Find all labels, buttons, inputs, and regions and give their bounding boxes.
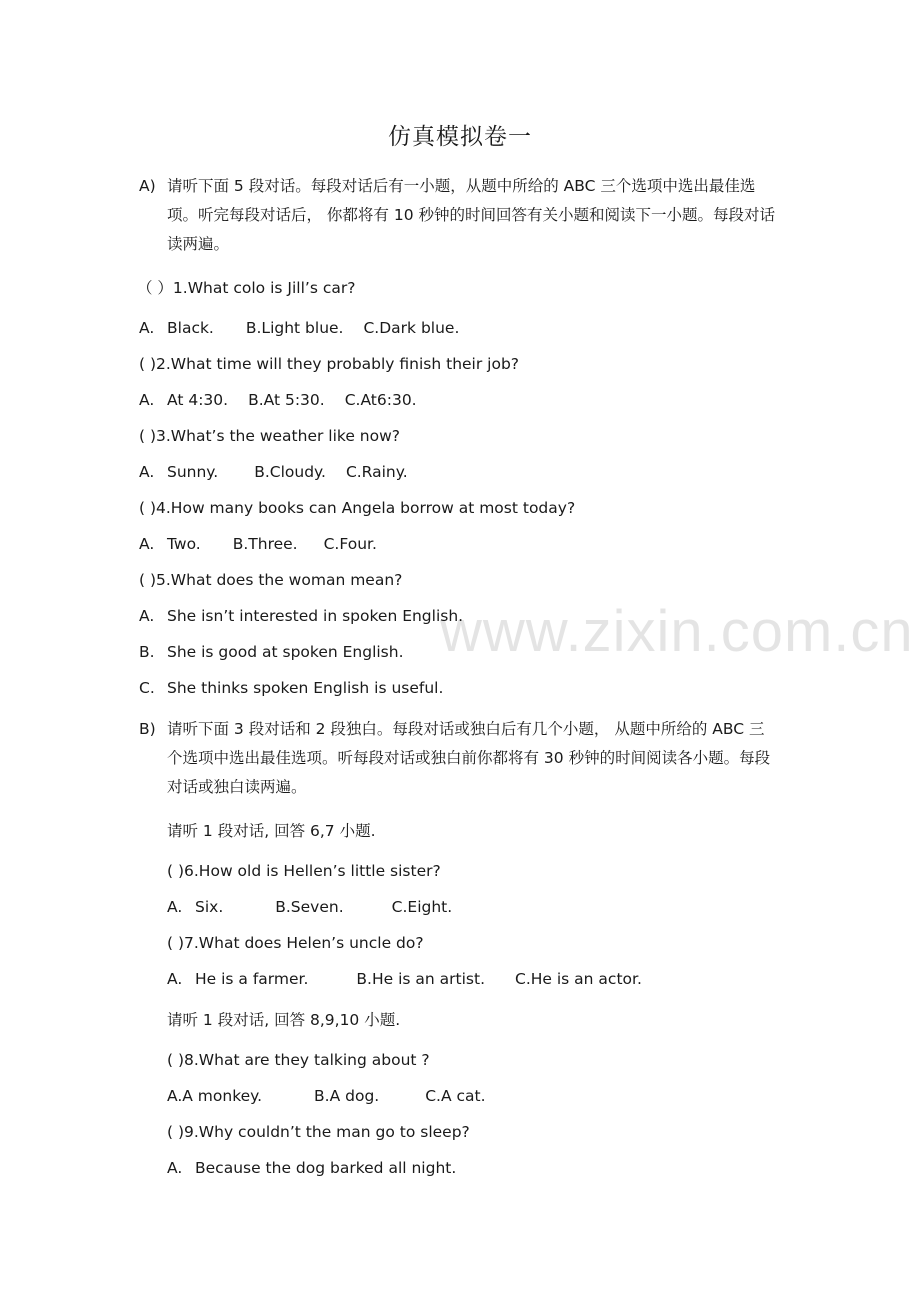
- question-8-stem: ( )8.What are they talking about ?: [167, 1051, 430, 1069]
- option-b: B.Three.: [232, 535, 298, 553]
- question-9-option-a: [167, 1158, 456, 1178]
- question-9-stem: ( )9.Why couldn’t the man go to sleep?: [167, 1123, 470, 1141]
- question-3-stem: ( )3.What’s the weather like now?: [139, 427, 400, 445]
- option-c: C.A cat.: [425, 1087, 486, 1105]
- option-c: C.He is an actor.: [515, 970, 642, 988]
- question-8-options: [167, 1086, 486, 1106]
- watermark: www.zixin.com.cn: [440, 599, 914, 664]
- option-b: B.Cloudy.: [254, 463, 326, 481]
- option-c: C.Eight.: [391, 898, 453, 916]
- option-c: C.Four.: [323, 535, 377, 553]
- option-a: At 4:30.: [167, 391, 229, 409]
- option-letter: A.: [139, 535, 155, 553]
- option-c: C.Dark blue.: [363, 319, 460, 337]
- option-letter: A.: [139, 319, 155, 337]
- option-a: Black.: [167, 319, 214, 337]
- option-letter: A.: [167, 970, 183, 988]
- part-1-heading: 请听 1 段对话, 回答 6,7 小题.: [167, 822, 376, 840]
- option-b: B.A dog.: [314, 1087, 380, 1105]
- question-6-stem: ( )6.How old is Hellen’s little sister?: [167, 862, 441, 880]
- option-letter: A.: [139, 607, 155, 625]
- question-2-stem: ( )2.What time will they probably finish their job?: [139, 355, 520, 373]
- section-b-instructions: 请听下面 3 段对话和 2 段独白。每段对话或独白后有几个小题， 从题中所给的 ABC 三个选项中选出最佳选项。听每段对话或独白前你都将有 30 秒钟的时间阅读各小题。每段对话或独白读两遍。: [167, 720, 771, 796]
- question-2-options: [139, 390, 417, 410]
- question-5-option-a: [139, 606, 463, 626]
- option-letter: A.: [167, 898, 183, 916]
- option-c: C.Rainy.: [345, 463, 408, 481]
- question-5-option-b: [139, 642, 404, 662]
- option-letter: A.: [139, 391, 155, 409]
- option-a: Two.: [167, 535, 201, 553]
- option-letter: C.: [139, 679, 155, 697]
- question-1-stem: （ ）1.What colo is Jill’s car?: [137, 279, 356, 297]
- question-6-options: [167, 897, 452, 917]
- question-3-options: [139, 462, 408, 482]
- option-text: She thinks spoken English is useful.: [167, 679, 444, 697]
- option-text: She isn’t interested in spoken English.: [167, 607, 464, 625]
- question-5-stem: ( )5.What does the woman mean?: [139, 571, 403, 589]
- option-a: He is a farmer.: [195, 970, 309, 988]
- question-7-stem: ( )7.What does Helen’s uncle do?: [167, 934, 424, 952]
- option-c: C.At6:30.: [344, 391, 417, 409]
- option-letter: A.: [139, 463, 155, 481]
- page-title: 仿真模拟卷一: [388, 124, 532, 150]
- question-5-option-c: [139, 678, 443, 698]
- section-a-instructions: 请听下面 5 段对话。每段对话后有一小题，从题中所给的 ABC 三个选项中选出最佳选项。听完每段对话后， 你都将有 10 秒钟的时间回答有关小题和阅读下一小题。每段对话读两遍。: [167, 177, 776, 253]
- option-b: B.Seven.: [275, 898, 344, 916]
- option-letter: B.: [139, 643, 155, 661]
- question-1-options: [139, 318, 459, 338]
- option-text: She is good at spoken English.: [167, 643, 404, 661]
- option-text: Because the dog barked all night.: [195, 1159, 457, 1177]
- option-a: Six.: [195, 898, 224, 916]
- option-b: B.Light blue.: [245, 319, 344, 337]
- option-b: B.At 5:30.: [248, 391, 325, 409]
- question-4-stem: ( )4.How many books can Angela borrow at most today?: [139, 499, 576, 517]
- question-4-options: [139, 534, 377, 554]
- option-a: Sunny.: [167, 463, 219, 481]
- option-a: A.A monkey.: [167, 1087, 263, 1105]
- option-letter: A.: [167, 1159, 183, 1177]
- question-7-options: [167, 969, 642, 989]
- section-b-label: B): [139, 720, 156, 738]
- section-a-label: A): [139, 177, 156, 195]
- option-b: B.He is an artist.: [356, 970, 485, 988]
- part-2-heading: 请听 1 段对话, 回答 8,9,10 小题.: [167, 1011, 401, 1029]
